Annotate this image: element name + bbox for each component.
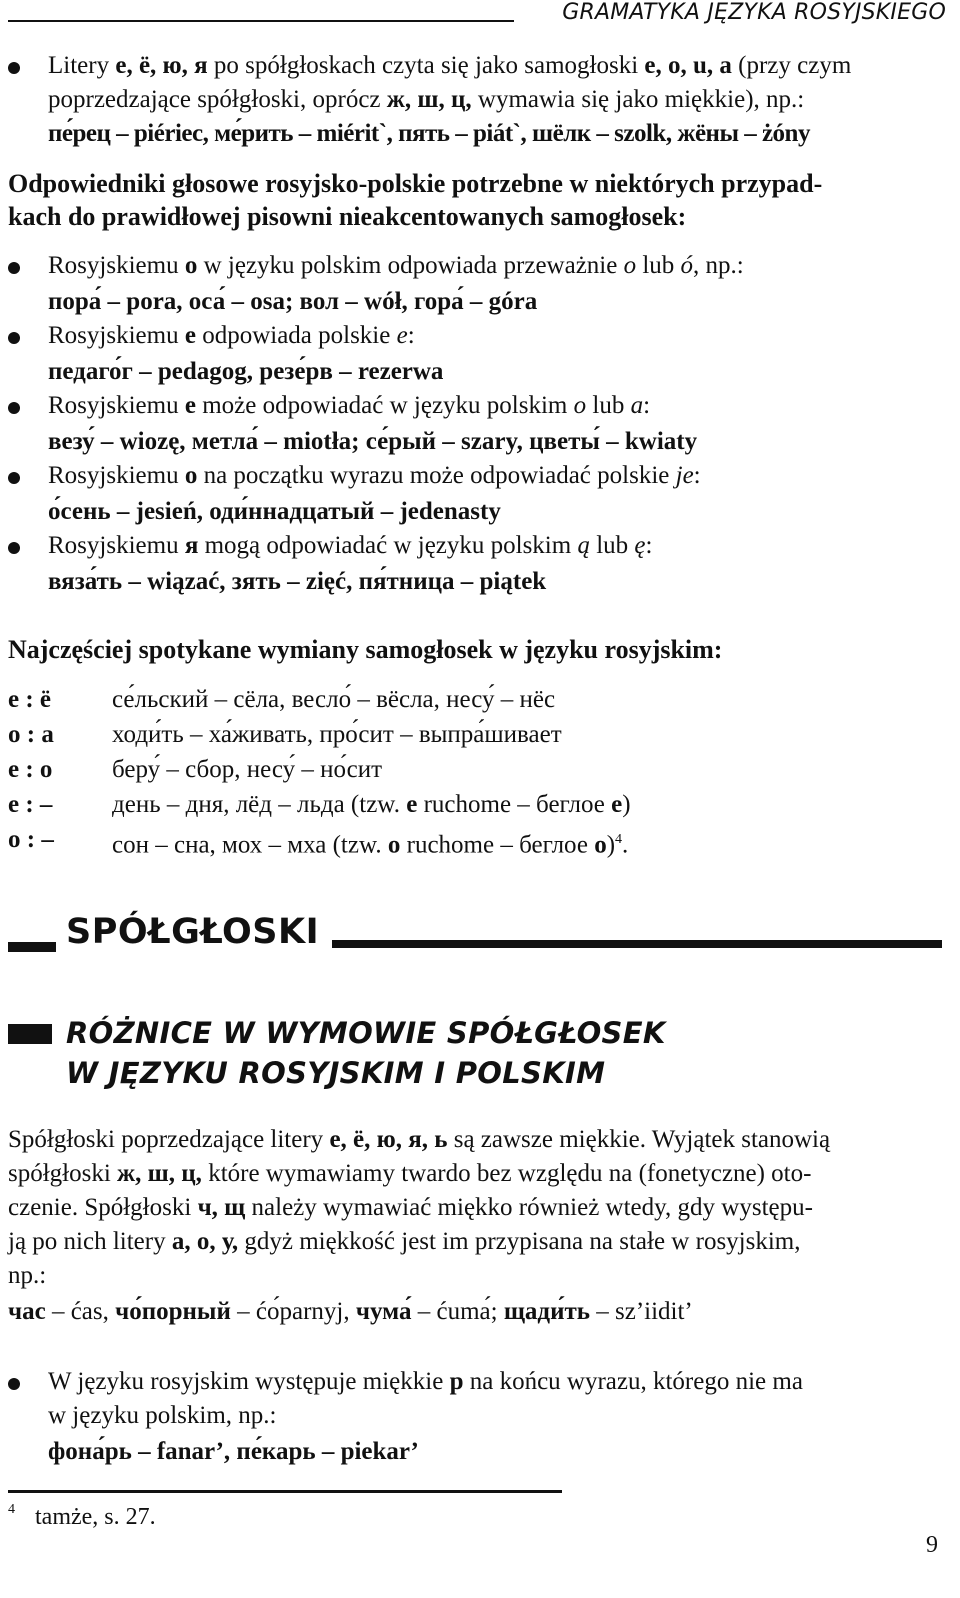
correspondence-3-text: Rosyjskiemu е może odpowiadać w języku polskim o lub a: [48, 392, 651, 419]
correspondence-2-example: педаго́г – pedagog, резе́рв – rezerwa [48, 358, 444, 385]
bullet-icon [8, 402, 20, 414]
running-header [0, 0, 960, 26]
bullet-icon [8, 332, 20, 344]
bullet-icon [8, 1378, 20, 1390]
paragraph-line-5: np.: [8, 1262, 47, 1289]
subsection-title-line-1: RÓŻNICE W WYMOWIE SPÓŁGŁOSEK [66, 1016, 666, 1050]
correspondence-3-example: везу́ – wiozę, метла́ – miotła; се́рый – szary, цветы́ – kwiaty [48, 428, 698, 455]
section-title: SPÓŁGŁOSKI [66, 912, 320, 952]
paragraph-line-3: czenie. Spółgłoski ч, щ należy wymawiać miękko również wtedy, gdy występu- [8, 1194, 813, 1221]
paragraph-line-1: Spółgłoski poprzedzające litery е, ё, ю, я, ь są zawsze miękkie. Wyjątek stanowią [8, 1126, 831, 1153]
bullet-icon [8, 472, 20, 484]
correspondence-1-example: пора́ – pora, оса́ – osa; вол – wół, гора́ – góra [48, 288, 538, 315]
bullet-icon [8, 262, 20, 274]
footnote [8, 1504, 156, 1531]
heading-alternations: Najczęściej spotykane wymiany samogłosek w języku rosyjskim: [8, 635, 723, 664]
paragraph-examples: час – ćas, чо́порный – ćо́parnyj, чума́ – ćumа́; щади́ть – sz’iidit’ [8, 1298, 693, 1325]
footnote-ref: 4 [615, 832, 623, 847]
document-page: GRAMATYKA JĘZYKA ROSYJSKIEGO Litery е, ё, ю, я po spółgłoskach czyta się jako samogłoski e, o, u, a (przy czym poprzedzające spółgłoski, oprócz ж, ш, ц, wymawia się jako miękkie), np.: пе́рец – piériec, ме́рить – miérit`, пять – piát`, шёлк – szolk, жёны – żóny Odpowiedniki głosowe rosyjsko-polskie potrzebne w niektórych przypad- kach do prawidłowej pisowni nieakcentowanych samogłosek: Rosyjskiemu о w języku polskim odpowiada przeważnie o lub ó, np.: пора́ – pora, оса́ – osa; вол – wół, гора́ – góra Rosyjskiemu е odpowiada polskie e: педаго́г – pedagog, резе́рв – rezerwa Rosyjskiemu е może odpowiadać w języku polskim o lub a: везу́ – wiozę, метла́ – miotła; се́рый – szary, цветы́ – kwiaty Rosyjskiemu о na początku wyrazu może odpowiadać polskie je: о́сень – jesień, оди́ннадцатый – jedenasty Rosyjskiemu я mogą odpowiadać w języku polskim ą lub ę: вяза́ть – wiązać, зять – zięć, пя́тница – piątek Najczęściej spotykane wymiany samogłosek w języku rosyjskim: е : ё се́льский – сёла, весло́ – вёсла, несу́ – нёс о : а ходи́ть – ха́живать, про́сит – выпра́шивает е : о беру́ – сбор, несу́ – но́сит е : – день – дня, лёд – льда (tzw. е ruchome – беглое е) о : – сон – сна, мох – мха (tzw. о ruchome – беглое о)$^4$. SPÓŁGŁOSKI RÓŻNICE W WYMOWIE SPÓŁGŁOSEK W JĘZYKU ROSYJSKIM I POLSKIM Spółgłoski poprzedzające litery е, ё, ю, я, ь są zawsze miękkie. Wyjątek stanowią spółgłoski ж, ш, ц, które wymawiamy twardo bez względu na (fonetyczne) oto- czenie. Spółgłoski ч, щ należy wymawiać miękko również wtedy, gdy występu- ją po nich litery а, о, у, gdyż miękkość jest im przypisana na stałe w rosyjskim, np.: час – ćas, чо́порный – ćо́parnyj, чума́ – ćumа́; щади́ть – sz’iidit’ W języku rosyjskim występuje miękkie р na końcu wyrazu, którego nie ma w języku polskim, np.: фона́рь – fanar’, пе́карь – piekar’ $^4$ tamże, s. 27. 9 [0, 0, 960, 1598]
intro-line-2: poprzedzające spółgłoski, oprócz ж, ш, ц, wymawia się jako miękkie), np.: [48, 86, 805, 113]
section-marker [8, 942, 56, 952]
correspondence-4-example: о́сень – jesień, оди́ннадцатый – jedenasty [48, 498, 501, 525]
intro-line-1: Litery е, ё, ю, я po spółgłoskach czyta się jako samogłoski e, o, u, a (przy czym [48, 52, 852, 79]
correspondence-2-text: Rosyjskiemu е odpowiada polskie e: [48, 322, 415, 349]
last-bullet-examples: фона́рь – fanar’, пе́карь – piekar’ [48, 1438, 419, 1465]
paragraph-line-2: spółgłoski ж, ш, ц, które wymawiamy twardo bez względu na (fonetyczne) oto- [8, 1160, 812, 1187]
paragraph-line-4: ją po nich litery а, о, у, gdyż miękkość jest im przypisana na stałe w rosyjskim, [8, 1228, 801, 1255]
header-rule [8, 20, 514, 22]
subsection-title-line-2: W JĘZYKU ROSYJSKIM I POLSKIM [66, 1056, 606, 1090]
heading-correspondences-line-2: kach do prawidłowej pisowni nieakcentowanych samogłosek: [8, 202, 687, 231]
correspondence-1-text: Rosyjskiemu о w języku polskim odpowiada przeważnie o lub ó, np.: [48, 252, 744, 279]
correspondence-5-example: вяза́ть – wiązać, зять – zięć, пя́тница – piątek [48, 568, 547, 595]
intro-examples: пе́рец – piériec, ме́рить – miérit`, пять – piát`, шёлк – szolk, жёны – żóny [48, 120, 810, 147]
last-bullet-line-1: W języku rosyjskim występuje miękkie р na końcu wyrazu, którego nie ma [48, 1368, 803, 1395]
footnote-mark: 4 [8, 1502, 15, 1517]
page-number: 9 [926, 1532, 938, 1558]
correspondence-5-text: Rosyjskiemu я mogą odpowiadać w języku polskim ą lub ę: [48, 532, 653, 559]
section-rule [332, 940, 942, 948]
footnote-text: tamże, s. 27. [35, 1504, 156, 1530]
subsection-marker [8, 1024, 52, 1044]
heading-correspondences-line-1: Odpowiedniki głosowe rosyjsko-polskie potrzebne w niektórych przypad- [8, 169, 823, 198]
running-title: GRAMATYKA JĘZYKA ROSYJSKIEGO [562, 0, 946, 25]
bullet-icon [8, 542, 20, 554]
bullet-icon [8, 62, 20, 74]
footnote-rule [8, 1490, 562, 1493]
last-bullet-line-2: w języku polskim, np.: [48, 1402, 277, 1429]
correspondence-4-text: Rosyjskiemu о na początku wyrazu może odpowiadać polskie je: [48, 462, 701, 489]
